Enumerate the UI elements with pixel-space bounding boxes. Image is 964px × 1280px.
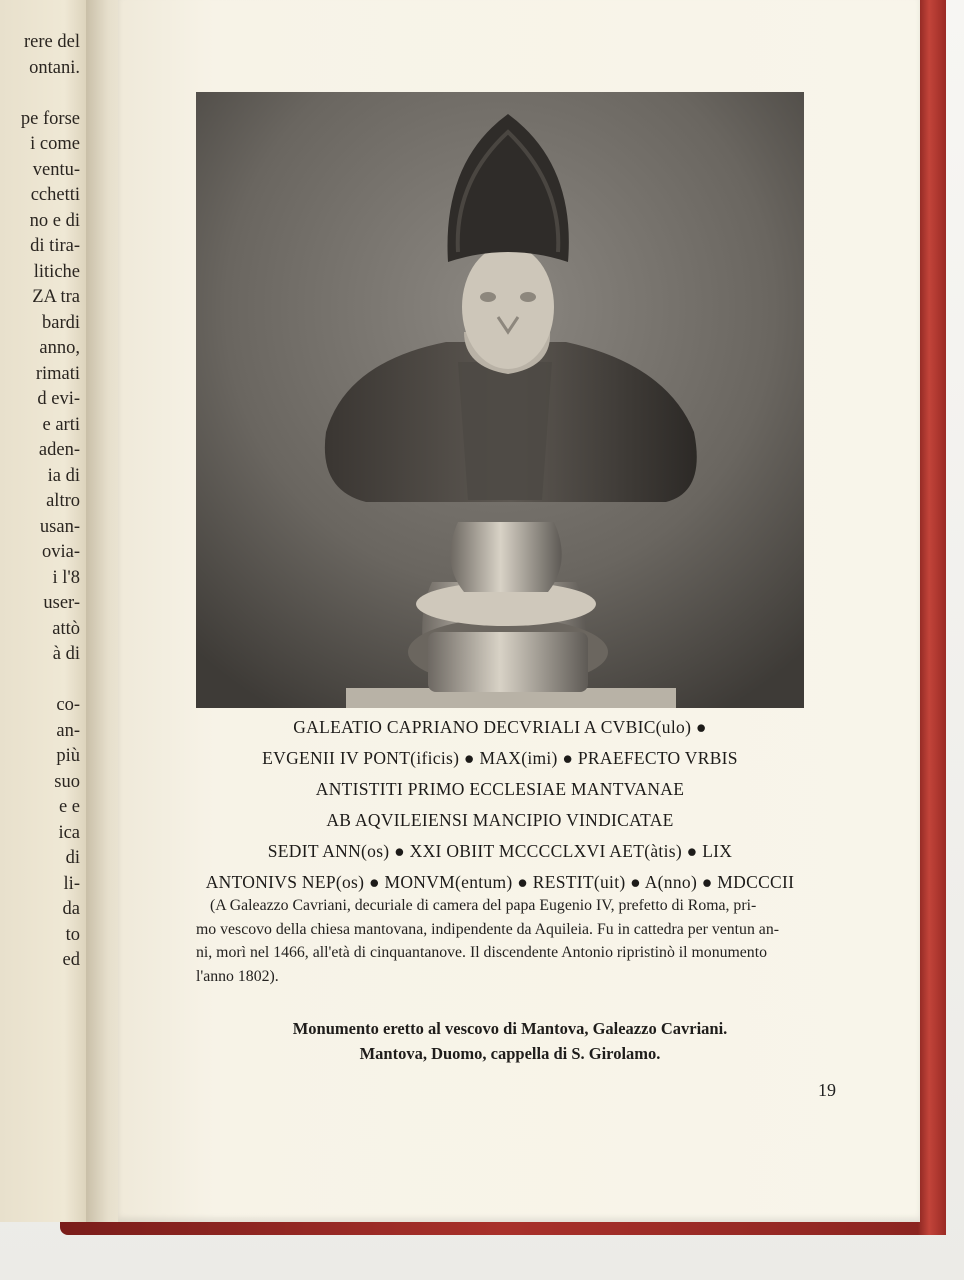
left-page-line: à di <box>52 644 80 664</box>
left-page-line: anno, <box>39 338 80 358</box>
translation-line: (A Galeazzo Cavriani, decuriale di camera del papa Eugenio IV, prefetto di Roma, pri- <box>210 897 757 914</box>
inscription-line: ANTISTITI PRIMO ECCLESIAE MANTVANAE <box>315 779 685 799</box>
translation-line: ni, morì nel 1466, all'età di cinquantanove. Il discendente Antonio ripristinò il monumento <box>196 944 767 961</box>
left-page-text <box>21 30 80 974</box>
left-page <box>0 0 92 1222</box>
italian-translation <box>196 894 846 988</box>
left-page-line: rimati <box>35 363 80 384</box>
left-page-line: co- <box>56 695 80 715</box>
left-page-line: li- <box>63 873 80 894</box>
left-page-line: da <box>62 899 80 919</box>
book-cover-edge <box>918 0 946 1235</box>
inscription-line: GALEATIO CAPRIANO DECVRIALI A CVBIC(ulo) ● <box>293 717 707 737</box>
inscription-line: AB AQVILEIENSI MANCIPIO VINDICATAE <box>326 810 674 830</box>
left-page-line: di tira- <box>30 236 80 256</box>
left-page-line: ZA tra <box>32 287 80 307</box>
left-page-line: di <box>65 848 80 868</box>
inscription-line: EVGENII IV PONT(ificis) ● MAX(imi) ● PRAEFECTO VRBIS <box>262 748 738 768</box>
inscription-line: ANTONIVS NEP(os) ● MONVM(entum) ● RESTIT(uit) ● A(nno) ● MDCCCII <box>205 872 795 892</box>
left-page-line: ica <box>58 822 80 843</box>
left-page-line: ontani. <box>29 57 80 78</box>
figure-caption <box>200 1016 820 1066</box>
left-page-line: suo <box>54 771 80 792</box>
left-page-line <box>21 81 80 107</box>
left-page-line: d evi- <box>37 389 80 409</box>
left-page-line: no e di <box>29 210 80 231</box>
left-page-line: aden- <box>38 440 80 460</box>
caption-line: Mantova, Duomo, cappella di S. Girolamo. <box>359 1044 661 1063</box>
inscription-line: SEDIT ANN(os) ● XXI OBIIT MCCCCLXVI AET(àtis) ● LIX <box>267 841 733 861</box>
left-page-line: ovia- <box>41 542 80 562</box>
bust-photograph <box>196 92 804 708</box>
left-page-line: i l'8 <box>52 567 80 588</box>
left-page-line: ia di <box>47 465 80 486</box>
left-page-line: pe forse <box>20 108 80 129</box>
left-page-line: litiche <box>33 261 80 282</box>
left-page-line: e e <box>58 797 80 817</box>
page-number: 19 <box>818 1080 836 1100</box>
left-page-line: attò <box>52 618 80 639</box>
left-page-line: an- <box>56 720 80 741</box>
left-page-line: ventu- <box>32 159 80 180</box>
left-page-line: user- <box>43 593 80 613</box>
translation-line: l'anno 1802). <box>196 967 279 985</box>
left-page-line: to <box>65 924 80 945</box>
left-page-line: più <box>56 746 80 766</box>
left-page-line <box>21 668 80 694</box>
left-page-line: altro <box>46 491 80 511</box>
translation-line: mo vescovo della chiesa mantovana, indipendente da Aquileia. Fu in cattedra per ventun an- <box>196 920 779 938</box>
left-page-line: bardi <box>41 312 80 333</box>
left-page-line: usan- <box>39 516 80 537</box>
left-page-line: e arti <box>42 414 80 435</box>
left-page-line: cchetti <box>30 185 80 205</box>
caption-line: Monumento eretto al vescovo di Mantova, Galeazzo Cavriani. <box>292 1019 728 1038</box>
left-page-line: i come <box>30 134 80 154</box>
left-page-line: rere del <box>24 32 80 52</box>
left-page-line: ed <box>62 950 80 970</box>
latin-inscription <box>180 712 820 898</box>
